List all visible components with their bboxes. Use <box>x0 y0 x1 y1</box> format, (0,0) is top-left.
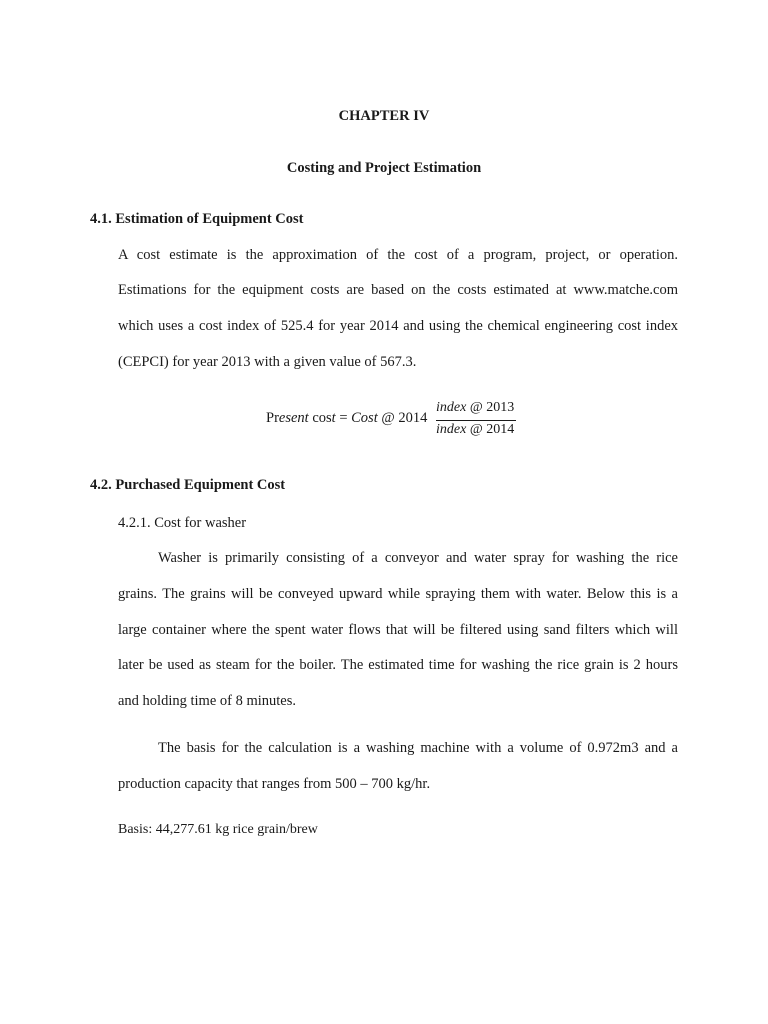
fraction-bar <box>436 420 516 421</box>
formula-esent: esent <box>278 410 309 426</box>
paragraph-line: Estimations for the equipment costs are based on the costs estimated at www.matche.com <box>118 282 678 298</box>
denominator-index: index <box>436 422 467 437</box>
formula-equals: = <box>335 410 352 426</box>
paragraph-line: A cost estimate is the approximation of the cost of a program, project, or operation. <box>118 247 678 263</box>
formula-at-year: @ 2014 <box>377 410 428 426</box>
formula-pr: Pr <box>266 410 279 426</box>
paragraph-line: (CEPCI) for year 2013 with a given value of 567.3. <box>118 354 417 370</box>
paragraph-line: later be used as steam for the boiler. The estimated time for washing the rice grain is 2 hours <box>118 657 678 673</box>
paragraph-line: The basis for the calculation is a washing machine with a volume of 0.972m3 and a <box>158 740 678 756</box>
chapter-subtitle: Costing and Project Estimation <box>286 160 482 176</box>
formula-t: t <box>331 410 336 426</box>
fraction-denominator <box>436 422 514 438</box>
fraction-numerator <box>436 400 514 416</box>
formula-cos: cos <box>308 410 332 426</box>
paragraph-line: Washer is primarily consisting of a conveyor and water spray for washing the rice <box>158 550 678 566</box>
paragraph-line: and holding time of 8 minutes. <box>118 693 297 709</box>
numerator-index: index <box>436 400 467 415</box>
cost-formula <box>266 410 427 427</box>
numerator-year: @ 2013 <box>466 400 515 415</box>
subsection-heading: 4.2.1. Cost for washer <box>118 515 247 531</box>
section-heading-4-2: 4.2. Purchased Equipment Cost <box>90 477 286 493</box>
denominator-year: @ 2014 <box>466 422 515 437</box>
formula-cost: Cost <box>351 410 378 426</box>
paragraph-line: which uses a cost index of 525.4 for year 2014 and using the chemical engineering cost index <box>118 318 678 334</box>
paragraph-line: grains. The grains will be conveyed upward while spraying them with water. Below this is a <box>118 586 678 602</box>
chapter-title: CHAPTER IV <box>338 108 430 124</box>
paragraph-line: large container where the spent water flows that will be filtered using sand filters which will <box>118 622 678 638</box>
section-heading-4-1: 4.1. Estimation of Equipment Cost <box>90 211 304 227</box>
paragraph-line: production capacity that ranges from 500 – 700 kg/hr. <box>118 776 431 792</box>
basis-line: Basis: 44,277.61 kg rice grain/brew <box>118 822 318 837</box>
